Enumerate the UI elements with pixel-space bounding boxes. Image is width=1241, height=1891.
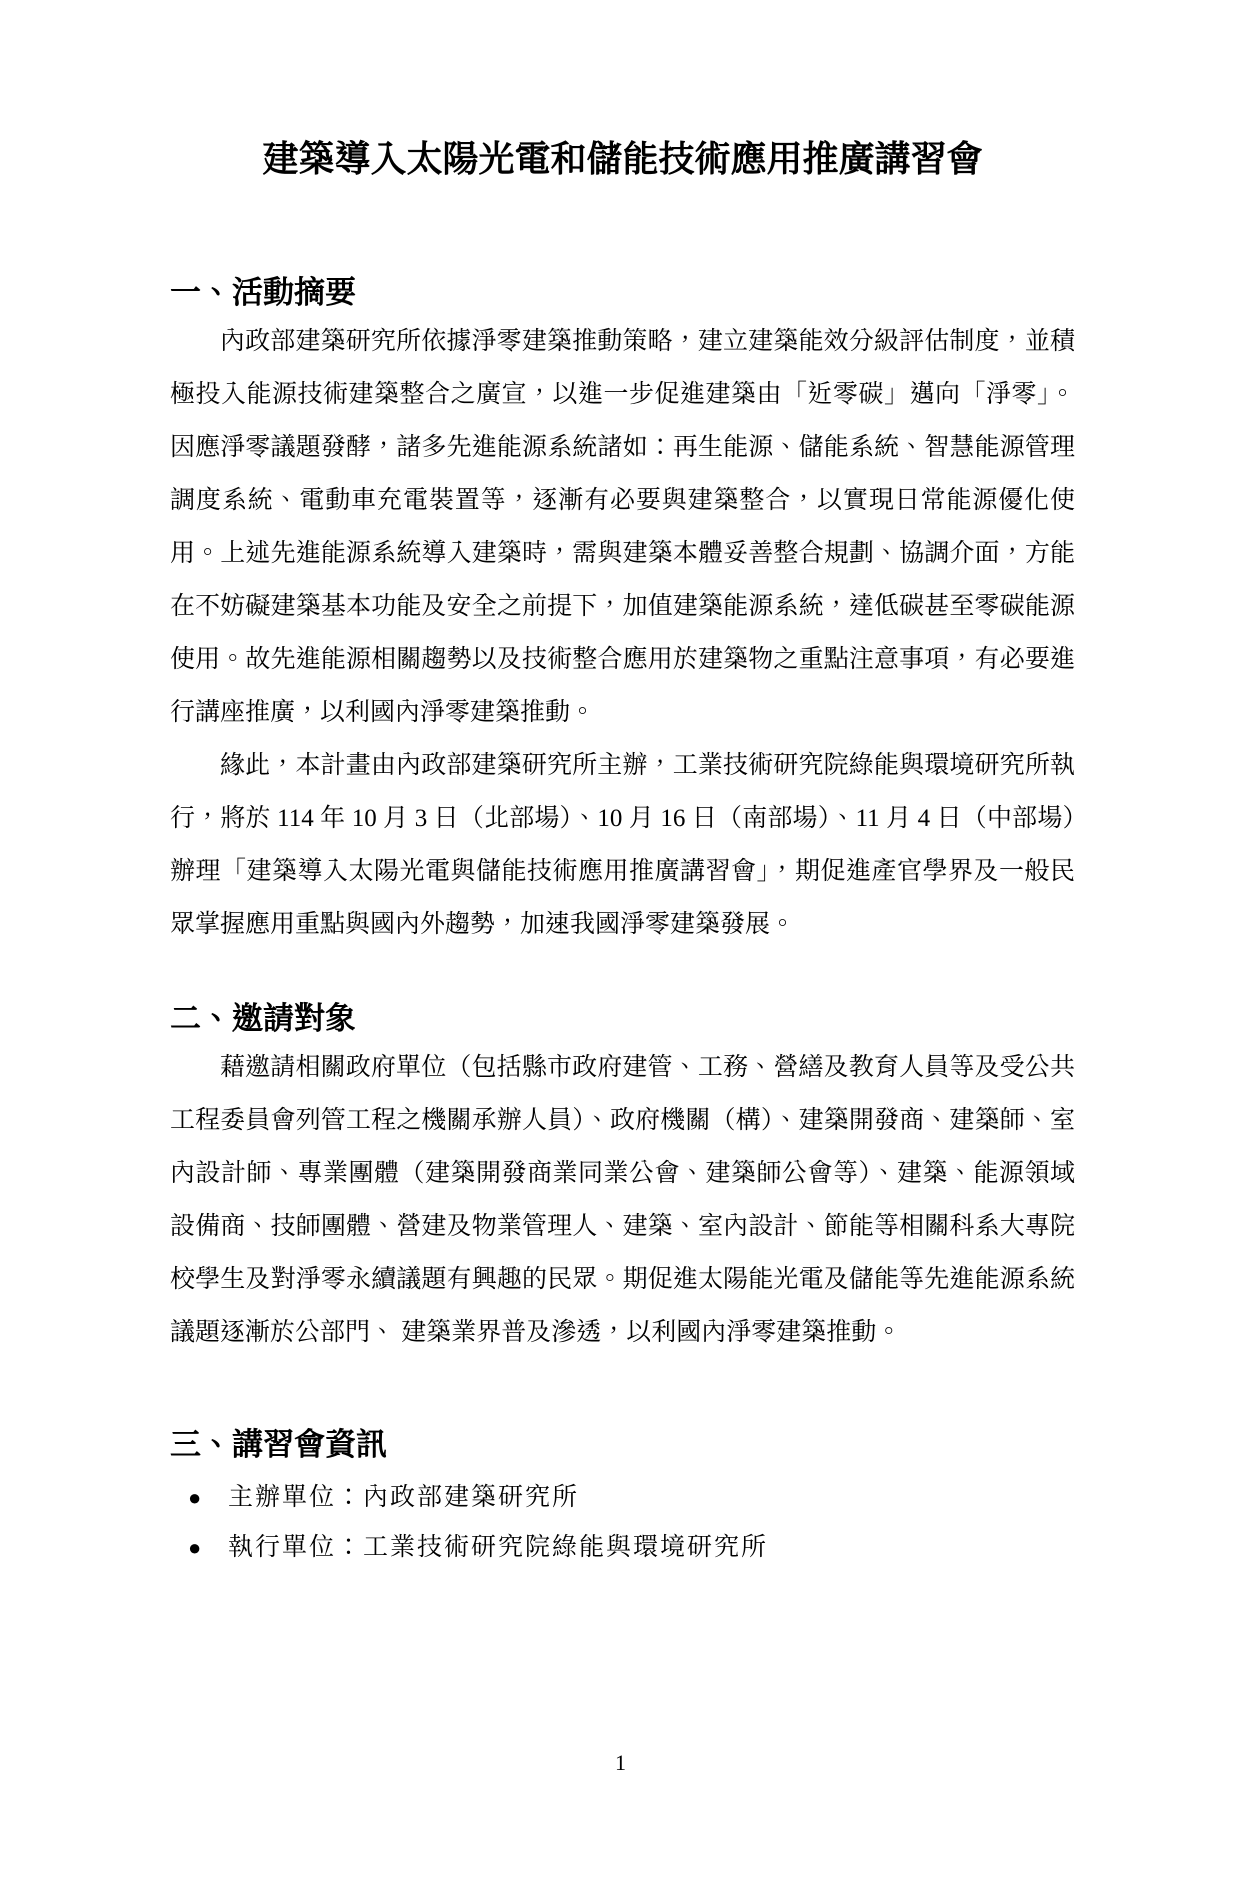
organizer-label: 主辦單位：內政部建築研究所 <box>228 1484 580 1511</box>
executor-label: 執行單位：工業技術研究院綠能與環境研究所 <box>228 1534 769 1561</box>
bullet-icon: ● <box>188 1535 202 1560</box>
document-page <box>0 136 1241 1891</box>
paragraph: 藉邀請相關政府單位（包括縣市政府建管、工務、營繕及教育人員等及受公共工程委員會列管工程之機關承辦人員）、政府機關（構）、建築開發商、建築師、室內設計師、專業團體（建築開發商業同業公會、建築師公會等）、建築、能源領域設備商、技師團體、營建及物業管理人、建築、室內設計、節能等相關科系大專院校學生及對淨零永續議題有興趣的民眾。期促進太陽能光電及儲能等先進能源系統議題逐漸於公部門、 建築業界普及滲透，以利國內淨零建築推動。 <box>170 1054 1075 1346</box>
bullet-icon: ● <box>188 1485 202 1510</box>
workshop-info-list <box>170 1473 1075 1573</box>
section-heading-invitees: 二、邀請對象 <box>170 1001 356 1036</box>
list-item <box>170 1473 1075 1523</box>
paragraph: 緣此，本計畫由內政部建築研究所主辦，工業技術研究院綠能與環境研究所執行，將於 114 年 10 月 3 日（北部場）、10 月 16 日（南部場）、11 月 4 日（中部場）辦理「建築導入太陽光電與儲能技術應用推廣講習會」，期促進產官學界及一般民眾掌握應用重點與國內外趨勢，加速我國淨零建築發展。 <box>170 752 1075 938</box>
section-heading-activity-summary: 一、活動摘要 <box>170 275 356 310</box>
document-title: 建築導入太陽光電和儲能技術應用推廣講習會 <box>262 139 983 179</box>
list-item <box>170 1523 1075 1573</box>
paragraph: 內政部建築研究所依據淨零建築推動策略，建立建築能效分級評估制度，並積極投入能源技術建築整合之廣宣，以進一步促進建築由「近零碳」邁向「淨零」。因應淨零議題發酵，諸多先進能源系統諸如：再生能源、儲能系統、智慧能源管理調度系統、電動車充電裝置等，逐漸有必要與建築整合，以實現日常能源優化使用。上述先進能源系統導入建築時，需與建築本體妥善整合規劃、協調介面，方能在不妨礙建築基本功能及安全之前提下，加值建築能源系統，達低碳甚至零碳能源使用。故先進能源相關趨勢以及技術整合應用於建築物之重點注意事項，有必要進行講座推廣，以利國內淨零建築推動。 <box>170 328 1075 726</box>
page-number: 1 <box>615 1750 626 1775</box>
section-heading-workshop-info: 三、講習會資訊 <box>170 1427 387 1462</box>
